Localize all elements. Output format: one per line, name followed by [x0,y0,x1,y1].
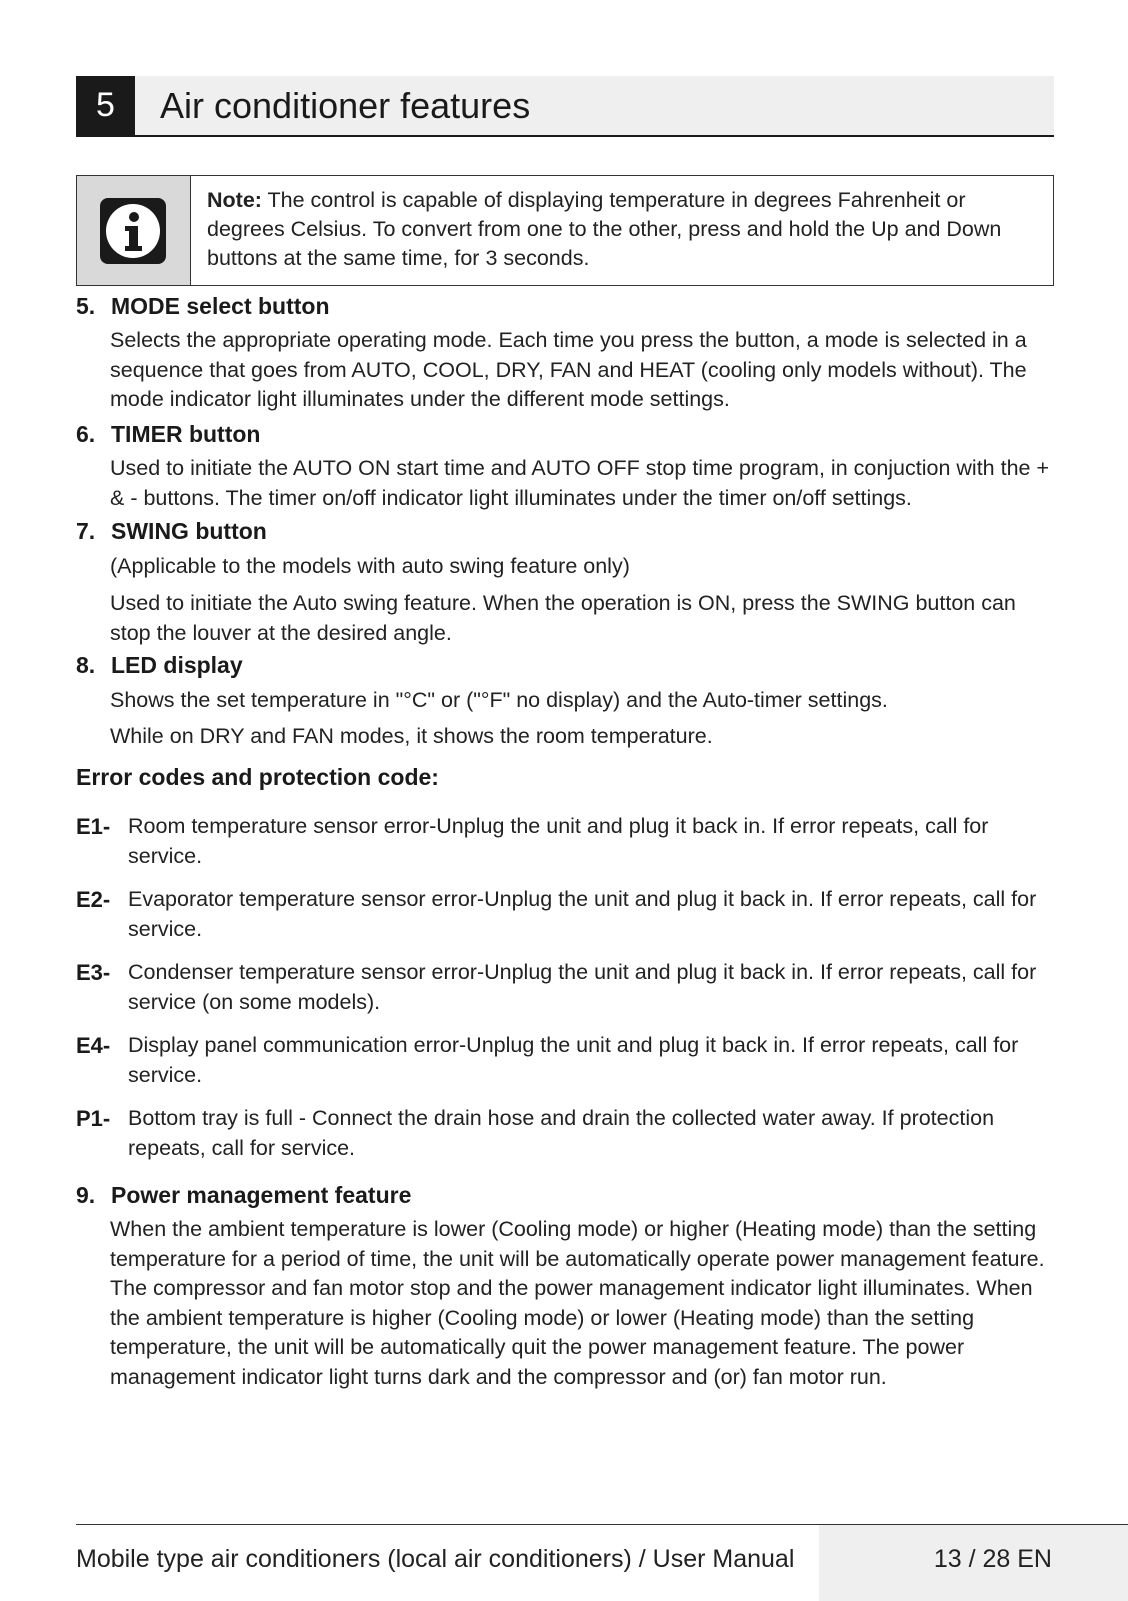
item-heading-mode [76,293,330,320]
section-header [76,76,1054,137]
error-description: Display panel communication error-Unplug the unit and plug it back in. If error repeats, call for service. [128,1033,1019,1087]
section-number: 5 [76,76,135,135]
note-body: The control is capable of displaying temperature in degrees Fahrenheit or degrees Celsius. To convert from one to the other, press and hold the Up and Down buttons at the same time, for 3 seconds. [207,188,1002,270]
error-codes-heading: Error codes and protection code: [76,764,439,790]
item-number: 6. [76,421,96,447]
note-label: Note: [207,188,262,212]
item-heading-led [76,652,243,679]
item-paragraph-swing: Used to initiate the Auto swing feature. When the operation is ON, press the SWING button can stop the louver at the desired angle. [110,591,1016,645]
error-description: Evaporator temperature sensor error-Unplug the unit and plug it back in. If error repeats, call for service. [128,887,1037,941]
item-paragraph-mode: Selects the appropriate operating mode. Each time you press the button, a mode is selected in a sequence that goes from AUTO, COOL, DRY, FAN and HEAT (cooling only models without). The mode indicator light illuminates under the different mode settings. [110,328,1027,411]
item-title: MODE select button [111,293,330,319]
error-code: E4- [76,1033,111,1058]
note-text [207,186,1037,273]
protection-code: P1- [76,1106,111,1131]
item-paragraph-led-room: While on DRY and FAN modes, it shows the room temperature. [110,724,713,748]
item-number: 9. [76,1182,96,1208]
item-number: 5. [76,293,96,319]
item-title: TIMER button [111,421,261,447]
error-code: E3- [76,960,111,985]
item-title: Power management feature [111,1182,412,1208]
item-paragraph-swing-note: (Applicable to the models with auto swing feature only) [110,554,630,578]
item-title: LED display [111,652,243,678]
info-icon [100,198,166,264]
note-icon-panel [77,176,191,285]
item-heading-power [76,1182,411,1209]
item-title: SWING button [111,518,267,544]
page-number: 13 / 28 EN [933,1545,1052,1573]
item-paragraph-timer: Used to initiate the AUTO ON start time and AUTO OFF stop time program, in conjuction with the + & - buttons. The timer on/off indicator light illuminates under the timer on/off settings. [110,456,1050,510]
item-number: 8. [76,652,96,678]
error-code: E1- [76,814,111,839]
item-number: 7. [76,518,96,544]
item-heading-timer [76,421,260,448]
error-code: E2- [76,887,111,912]
footer-document-title: Mobile type air conditioners (local air conditioners) / User Manual [76,1545,795,1573]
item-paragraph-power: When the ambient temperature is lower (Cooling mode) or higher (Heating mode) than the setting temperature for a period of time, the unit will be automatically operate power management feature. The compressor and fan motor stop and the power management indicator light illuminates. When the ambient temperature is higher (Cooling mode) or lower (Heating mode) than the setting temperature, the unit will be automatically quit the power management feature. The power management indicator light turns dark and the compressor and (or) fan motor run. [110,1217,1045,1389]
error-description: Condenser temperature sensor error-Unplug the unit and plug it back in. If error repeats, call for service (on some models). [128,960,1037,1014]
item-heading-swing [76,518,267,545]
section-title: Air conditioner features [160,85,531,126]
protection-description: Bottom tray is full - Connect the drain hose and drain the collected water away. If protection repeats, call for service. [128,1106,995,1160]
error-description: Room temperature sensor error-Unplug the unit and plug it back in. If error repeats, call for service. [128,814,989,868]
item-paragraph-led: Shows the set temperature in "°C" or ("°F" no display) and the Auto-timer settings. [110,688,888,712]
note-box [76,175,1054,286]
